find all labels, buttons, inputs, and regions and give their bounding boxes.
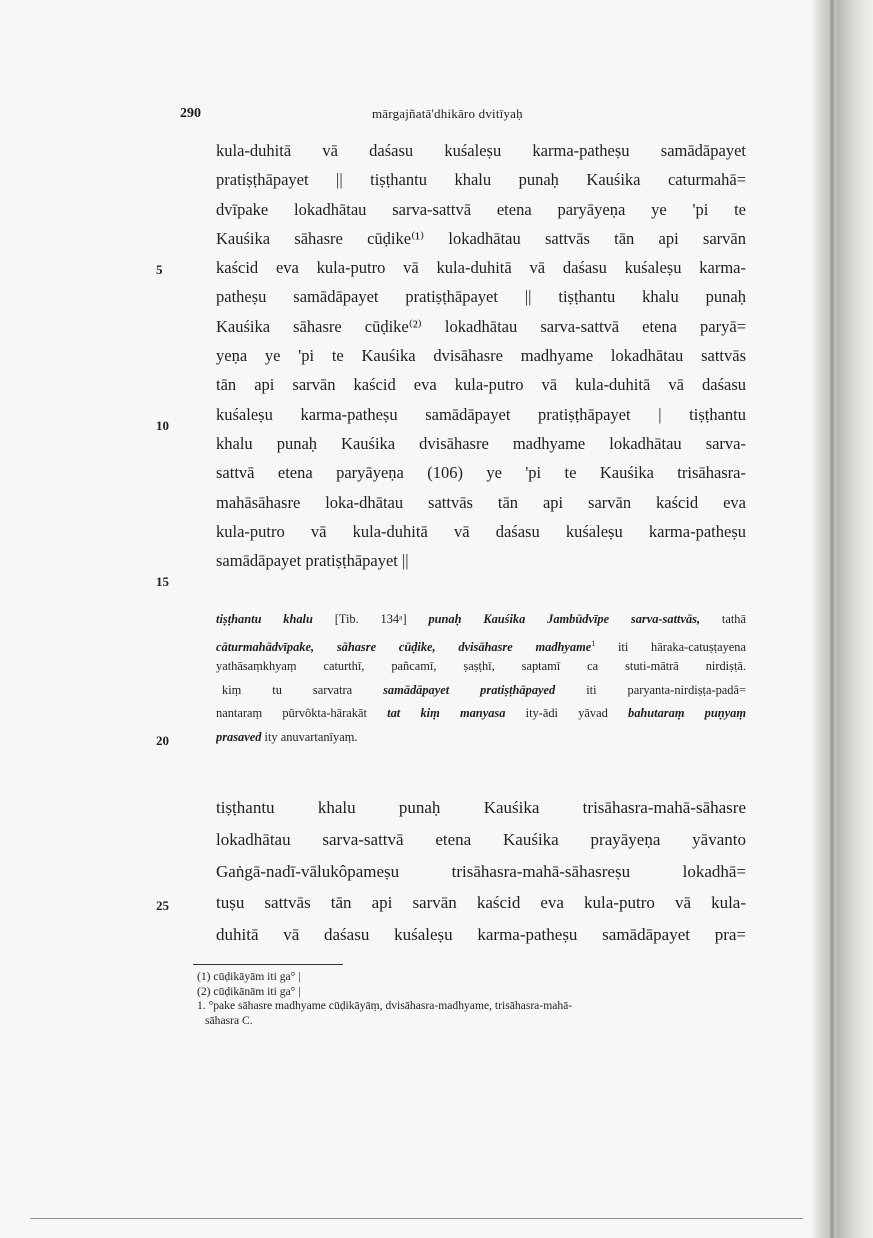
commentary-text: iti hāraka-catuṣṭayena — [595, 639, 746, 654]
commentary-lemma: punaḥ Kauśika Jambūdvīpe sarva-sattvās, — [428, 612, 701, 626]
commentary-lemma: cāturmahādvīpake, sāhasre cūḍike, dvisāhasre madhyame — [216, 639, 592, 654]
commentary-block — [216, 608, 746, 750]
commentary-text: tathā — [700, 612, 746, 626]
text-line: patheṣu samādāpayet pratiṣṭhāpayet || tiṣṭhantu khalu punaḥ — [216, 287, 746, 307]
text-line: tān api sarvān kaścid eva kula-putro vā kula-duhitā vā daśasu — [216, 375, 746, 395]
commentary-lemma: tat kiṃ manyasa — [387, 706, 506, 721]
footnotes — [197, 970, 757, 1028]
footnote: (1) cūḍikāyām iti ga° | — [197, 970, 301, 983]
commentary-text: nantaraṃ pūrvôkta-hārakāt — [216, 706, 388, 721]
commentary-text: kiṃ tu sarvatra — [222, 682, 384, 697]
commentary-text: iti paryanta-nirdiṣṭa-padâ= — [555, 682, 746, 697]
text-line: kula-duhitā vā daśasu kuśaleṣu karma-patheṣu samādāpayet — [216, 141, 746, 160]
text-line: tuṣu sattvās tān api sarvān kaścid eva kula-putro vā kula- — [216, 893, 746, 913]
line-number: 15 — [156, 574, 169, 589]
text-line: pratiṣṭhāpayet || tiṣṭhantu khalu punaḥ Kauśika caturmahā= — [216, 170, 746, 190]
commentary-text: ity anuvartanīyaṃ. — [261, 729, 358, 744]
commentary-lemma: tiṣṭhantu khalu — [216, 612, 313, 626]
commentary-lemma: samādāpayet pratiṣṭhāpayed — [383, 682, 556, 697]
line-number: 20 — [156, 733, 169, 748]
commentary-text: [Tib. 134ᵃ] — [312, 612, 429, 626]
page-number: 290 — [180, 106, 201, 121]
book-spine-shadow — [811, 0, 873, 1238]
commentary-lemma: prasaved — [216, 729, 262, 744]
text-line: tiṣṭhantu khalu punaḥ Kauśika trisāhasra-mahā-sāhasre — [216, 798, 746, 817]
text-line: Gaṅgā-nadī-vālukôpameṣu trisāhasra-mahā-sāhasreṣu lokadhā= — [216, 861, 746, 881]
text-line: duhitā vā daśasu kuśaleṣu karma-patheṣu samādāpayet pra= — [216, 925, 746, 945]
text-line: dvīpake lokadhātau sarva-sattvā etena paryāyeṇa ye 'pi te — [216, 199, 746, 219]
commentary-lemma: bahutaraṃ puṇyaṃ — [628, 706, 746, 721]
footnote: sāhasra C. — [205, 1013, 253, 1027]
text-line: kaścid eva kula-putro vā kula-duhitā vā daśasu kuśaleṣu karma- — [216, 258, 746, 278]
text-line: yeṇa ye 'pi te Kauśika dvisāhasre madhyame lokadhātau sattvās — [216, 346, 746, 366]
gutter-shadow — [829, 0, 835, 1238]
text-line: khalu punaḥ Kauśika dvisāhasre madhyame lokadhātau sarva- — [216, 433, 746, 453]
footnote: (2) cūḍikānām iti ga° | — [197, 984, 301, 998]
page-header — [0, 106, 873, 122]
line-number: 10 — [156, 418, 169, 433]
main-text-block-2 — [216, 792, 746, 951]
footnote-marker: 1 — [591, 638, 596, 648]
footnote-divider — [193, 964, 343, 965]
main-text-block — [216, 136, 746, 575]
footnote: 1. °pake sāhasre madhyame cūḍikāyāṃ, dvisāhasra-madhyame, trisāhasra-mahā- — [197, 999, 573, 1013]
text-line: samādāpayet pratiṣṭhāpayet || — [216, 551, 409, 571]
line-number: 25 — [156, 898, 169, 913]
text-line: sattvā etena paryāyeṇa (106) ye 'pi te Kauśika trisāhasra- — [216, 463, 746, 483]
line-number: 5 — [156, 262, 163, 277]
commentary-text: ity-ādi yāvad — [505, 706, 628, 721]
text-line: kuśaleṣu karma-patheṣu samādāpayet pratiṣṭhāpayet | tiṣṭhantu — [216, 404, 746, 424]
text-line: Kauśika sāhasre cūḍike⁽²⁾ lokadhātau sarva-sattvā etena paryā= — [216, 316, 746, 336]
text-line: mahāsāhasre loka-dhātau sattvās tān api sarvān kaścid eva — [216, 492, 746, 512]
text-line: lokadhātau sarva-sattvā etena Kauśika prayāyeṇa yāvanto — [216, 829, 746, 849]
scan-edge-line — [30, 1218, 803, 1219]
commentary-text: yathāsaṃkhyaṃ caturthī, pañcamī, ṣaṣṭhī, saptamī ca stuti-mātrā nirdiṣṭā. — [216, 659, 746, 674]
text-line: Kauśika sāhasre cūḍike⁽¹⁾ lokadhātau sattvās tān api sarvān — [216, 228, 746, 248]
text-line: kula-putro vā kula-duhitā vā daśasu kuśaleṣu karma-patheṣu — [216, 521, 746, 541]
running-head: mārgajñatā'dhikāro dvitīyaḥ — [372, 106, 523, 121]
